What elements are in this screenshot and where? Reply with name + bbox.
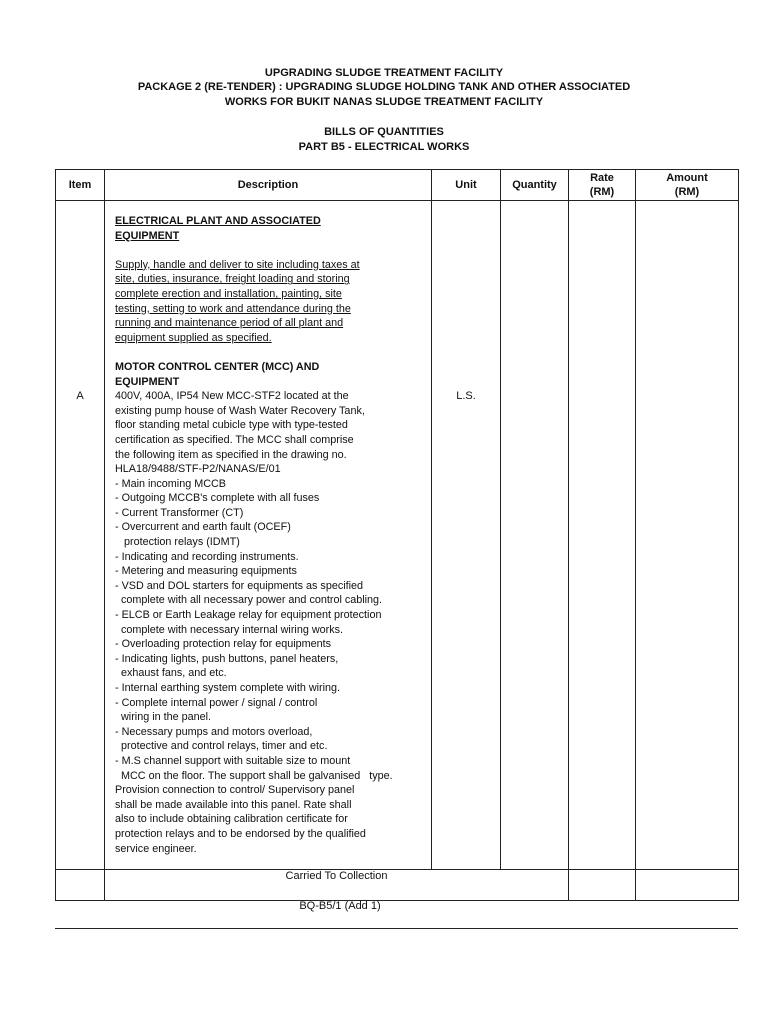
part-heading: PART B5 - ELECTRICAL WORKS xyxy=(298,141,470,153)
table-header-row xyxy=(56,170,739,201)
intro-line: complete erection and installation, painting, site xyxy=(115,287,342,300)
rate-cell[interactable] xyxy=(569,201,636,870)
unit-value: L.S. xyxy=(456,390,476,402)
unit-cell xyxy=(432,201,501,870)
mcc-spec-line: - M.S channel support with suitable size to mount xyxy=(115,754,351,767)
col-description-header: Description xyxy=(105,170,432,201)
mcc-spec-line: 400V, 400A, IP54 New MCC-STF2 located at the xyxy=(115,390,349,403)
mcc-spec-line: - Indicating lights, push buttons, panel heaters, xyxy=(115,652,339,665)
mcc-spec-line: complete with necessary internal wiring works. xyxy=(115,623,344,636)
mcc-spec-line: wiring in the panel. xyxy=(115,711,212,724)
mcc-spec-line: - VSD and DOL starters for equipments as specified xyxy=(115,579,364,592)
mcc-spec-line: protective and control relays, timer and etc. xyxy=(115,740,328,753)
col-rate-label: Rate xyxy=(590,172,614,184)
item-code: A xyxy=(76,390,84,402)
mcc-spec-line: the following item as specified in the drawing no. xyxy=(115,448,347,461)
mcc-spec-line: protection relays (IDMT) xyxy=(115,536,240,549)
mcc-title-line: MOTOR CONTROL CENTER (MCC) AND xyxy=(115,360,320,373)
mcc-spec-line: - Internal earthing system complete with wiring. xyxy=(115,682,341,694)
mcc-spec-line: - Necessary pumps and motors overload, xyxy=(115,725,313,738)
col-rate-header xyxy=(569,170,636,201)
col-amount-label: Amount xyxy=(666,172,708,184)
quantity-cell[interactable] xyxy=(501,201,569,870)
doc-title-line-2: PACKAGE 2 (RE-TENDER) : UPGRADING SLUDGE HOLDING TANK AND OTHER ASSOCIATED xyxy=(137,81,631,93)
mcc-spec-line: - Metering and measuring equipments xyxy=(115,565,297,578)
footer-amount-cell[interactable] xyxy=(636,870,739,901)
col-unit-header: Unit xyxy=(432,170,501,201)
col-item-header: Item xyxy=(56,170,105,201)
mcc-spec-line: exhaust fans, and etc. xyxy=(115,667,227,680)
mcc-spec-line: - Current Transformer (CT) xyxy=(115,506,244,519)
bills-heading: BILLS OF QUANTITIES xyxy=(324,126,444,138)
mcc-spec-line: Provision connection to control/ Supervisory panel xyxy=(115,784,355,797)
col-rate-unit: (RM) xyxy=(589,186,615,198)
intro-line: running and maintenance period of all plant and xyxy=(115,317,344,330)
mcc-spec-line: HLA18/9488/STF-P2/NANAS/E/01 xyxy=(115,463,281,476)
mcc-spec-line: - Main incoming MCCB xyxy=(115,477,226,490)
mcc-spec-line: complete with all necessary power and control cabling. xyxy=(115,594,383,607)
mcc-spec-line: also to include obtaining calibration certificate for xyxy=(115,813,348,826)
intro-line: equipment supplied as specified. xyxy=(115,331,272,344)
intro-line: site, duties, insurance, freight loading and storing xyxy=(115,273,350,286)
mcc-title-line: EQUIPMENT xyxy=(115,375,180,388)
mcc-spec-line: certification as specified. The MCC shall comprise xyxy=(115,433,354,446)
footer-divider xyxy=(55,928,738,929)
mcc-spec-line: protection relays and to be endorsed by the qualified xyxy=(115,827,366,840)
mcc-spec-line: service engineer. xyxy=(115,842,197,855)
intro-paragraph xyxy=(115,258,427,346)
mcc-spec-line: - Indicating and recording instruments. xyxy=(115,550,299,563)
item-cell xyxy=(56,201,105,870)
page-reference: BQ-B5/1 (Add 1) xyxy=(299,900,381,912)
mcc-spec-line: shall be made available into this panel. Rate shall xyxy=(115,798,352,811)
mcc-spec-line: existing pump house of Wash Water Recovery Tank, xyxy=(115,404,365,417)
table-row xyxy=(56,201,739,870)
mcc-spec-line: - Complete internal power / signal / control xyxy=(115,696,318,709)
section-title xyxy=(115,214,427,243)
boq-table xyxy=(55,169,739,901)
col-quantity-header: Quantity xyxy=(501,170,569,201)
intro-line: Supply, handle and deliver to site including taxes at xyxy=(115,258,360,271)
footer-rate-cell xyxy=(569,870,636,901)
description-cell xyxy=(105,201,432,870)
carried-to-collection-row xyxy=(56,870,739,901)
col-amount-header xyxy=(636,170,739,201)
mcc-specification xyxy=(115,389,427,856)
mcc-spec-line: - Overloading protection relay for equipments xyxy=(115,638,332,651)
section-title-line: EQUIPMENT xyxy=(115,229,180,242)
section-title-line: ELECTRICAL PLANT AND ASSOCIATED xyxy=(115,215,321,227)
mcc-title xyxy=(115,360,427,389)
doc-title-line-3: WORKS FOR BUKIT NANAS SLUDGE TREATMENT FACILITY xyxy=(224,96,544,108)
mcc-spec-line: floor standing metal cubicle type with type-tested xyxy=(115,419,348,432)
mcc-spec-line: - Outgoing MCCB's complete with all fuses xyxy=(115,492,320,505)
carried-to-collection-label: Carried To Collection xyxy=(105,870,569,901)
intro-line: testing, setting to work and attendance during the xyxy=(115,302,351,315)
mcc-spec-line: - Overcurrent and earth fault (OCEF) xyxy=(115,521,291,534)
mcc-spec-line: - ELCB or Earth Leakage relay for equipment protection xyxy=(115,609,382,622)
amount-cell[interactable] xyxy=(636,201,739,870)
footer-item-cell xyxy=(56,870,105,901)
mcc-spec-line: MCC on the floor. The support shall be galvanised type. xyxy=(115,769,393,782)
col-amount-unit: (RM) xyxy=(674,186,700,198)
doc-title-line-1: UPGRADING SLUDGE TREATMENT FACILITY xyxy=(264,67,504,79)
